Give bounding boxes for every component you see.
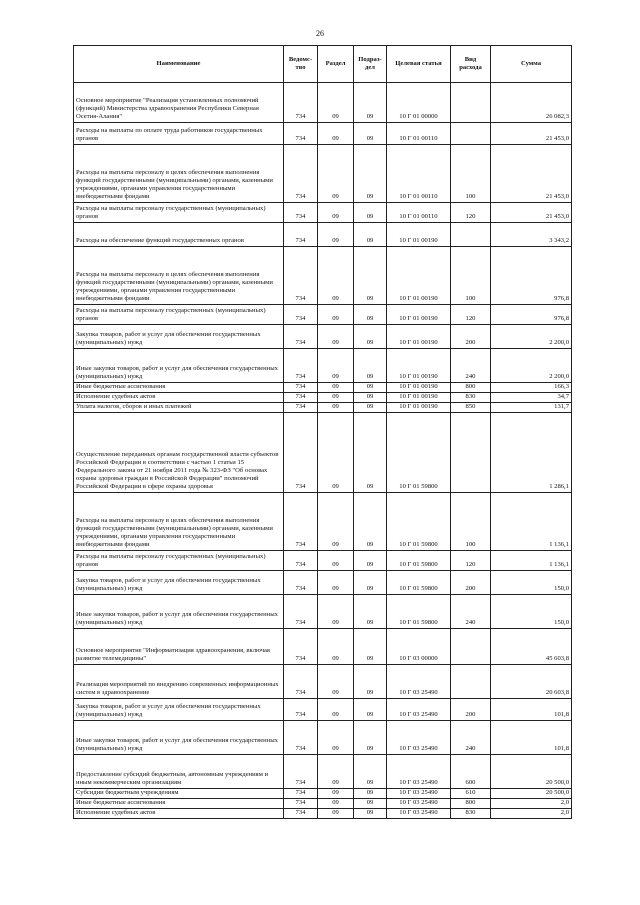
cell-subsection: 09 xyxy=(354,493,387,551)
cell-exptype: 120 xyxy=(451,203,491,223)
cell-target: 10 Г 03 25490 xyxy=(387,809,451,819)
cell-target: 10 Г 01 00000 xyxy=(387,83,451,123)
cell-exptype: 830 xyxy=(451,809,491,819)
cell-target: 10 Г 01 00190 xyxy=(387,393,451,403)
cell-dept: 734 xyxy=(284,247,318,305)
cell-sum: 20 603,8 xyxy=(491,665,572,699)
cell-exptype xyxy=(451,123,491,145)
cell-section: 09 xyxy=(318,595,354,629)
cell-target: 10 Г 01 00110 xyxy=(387,123,451,145)
cell-sum: 131,7 xyxy=(491,403,572,413)
table-row xyxy=(74,349,572,383)
cell-exptype: 240 xyxy=(451,595,491,629)
cell-sum: 21 453,0 xyxy=(491,123,572,145)
cell-dept: 734 xyxy=(284,325,318,349)
cell-sum: 1 286,1 xyxy=(491,413,572,493)
cell-target: 10 Г 01 00110 xyxy=(387,203,451,223)
cell-sum: 20 500,0 xyxy=(491,755,572,789)
cell-name: Субсидии бюджетным учреждениям xyxy=(74,789,284,799)
cell-target: 10 Г 01 59800 xyxy=(387,571,451,595)
table-row xyxy=(74,413,572,493)
table-header-row xyxy=(74,46,572,83)
table-row xyxy=(74,665,572,699)
table-row xyxy=(74,629,572,665)
table-row xyxy=(74,247,572,305)
cell-section: 09 xyxy=(318,383,354,393)
header-dept: Ведомс-тво xyxy=(284,46,318,83)
cell-target: 10 Г 01 00190 xyxy=(387,383,451,393)
cell-subsection: 09 xyxy=(354,809,387,819)
cell-name: Предоставление субсидий бюджетным, автономным учреждениям и иным некоммерческим организациям xyxy=(74,755,284,789)
cell-dept: 734 xyxy=(284,551,318,571)
cell-subsection: 09 xyxy=(354,665,387,699)
cell-exptype: 600 xyxy=(451,755,491,789)
cell-section: 09 xyxy=(318,571,354,595)
cell-subsection: 09 xyxy=(354,595,387,629)
table-row xyxy=(74,755,572,789)
table-row xyxy=(74,203,572,223)
cell-dept: 734 xyxy=(284,571,318,595)
cell-subsection: 09 xyxy=(354,383,387,393)
cell-sum: 1 136,1 xyxy=(491,551,572,571)
table-row xyxy=(74,699,572,721)
cell-section: 09 xyxy=(318,699,354,721)
cell-section: 09 xyxy=(318,413,354,493)
cell-dept: 734 xyxy=(284,203,318,223)
cell-sum: 21 453,0 xyxy=(491,145,572,203)
cell-target: 10 Г 03 25490 xyxy=(387,755,451,789)
cell-dept: 734 xyxy=(284,223,318,247)
cell-sum: 34,7 xyxy=(491,393,572,403)
cell-dept: 734 xyxy=(284,799,318,809)
table-row xyxy=(74,809,572,819)
cell-subsection: 09 xyxy=(354,203,387,223)
cell-subsection: 09 xyxy=(354,123,387,145)
cell-exptype: 200 xyxy=(451,571,491,595)
cell-name: Иные закупки товаров, работ и услуг для обеспечения государственных (муниципальных) нужд xyxy=(74,595,284,629)
cell-sum: 2 200,0 xyxy=(491,349,572,383)
cell-target: 10 Г 03 25490 xyxy=(387,789,451,799)
cell-dept: 734 xyxy=(284,383,318,393)
cell-target: 10 Г 03 25490 xyxy=(387,665,451,699)
table-row xyxy=(74,493,572,551)
page-number: 26 xyxy=(316,29,324,38)
cell-section: 09 xyxy=(318,305,354,325)
cell-section: 09 xyxy=(318,665,354,699)
cell-subsection: 09 xyxy=(354,789,387,799)
cell-subsection: 09 xyxy=(354,247,387,305)
table-row xyxy=(74,123,572,145)
header-name: Наименование xyxy=(74,46,284,83)
cell-target: 10 Г 03 25490 xyxy=(387,799,451,809)
cell-name: Расходы на выплаты персоналу в целях обеспечения выполнения функций государственными (муниципальными) органами, казенными учреждениями, органами управления государственными внебюджетными фондами xyxy=(74,145,284,203)
cell-dept: 734 xyxy=(284,403,318,413)
cell-section: 09 xyxy=(318,325,354,349)
table-row xyxy=(74,83,572,123)
cell-name: Исполнение судебных актов xyxy=(74,809,284,819)
cell-dept: 734 xyxy=(284,699,318,721)
cell-target: 10 Г 01 00190 xyxy=(387,223,451,247)
cell-dept: 734 xyxy=(284,493,318,551)
cell-target: 10 Г 01 00190 xyxy=(387,403,451,413)
cell-target: 10 Г 01 00110 xyxy=(387,145,451,203)
cell-subsection: 09 xyxy=(354,799,387,809)
cell-exptype xyxy=(451,223,491,247)
cell-section: 09 xyxy=(318,223,354,247)
cell-exptype: 240 xyxy=(451,349,491,383)
cell-section: 09 xyxy=(318,145,354,203)
cell-dept: 734 xyxy=(284,755,318,789)
table-row xyxy=(74,223,572,247)
cell-target: 10 Г 01 59800 xyxy=(387,493,451,551)
cell-exptype: 850 xyxy=(451,403,491,413)
table-row xyxy=(74,789,572,799)
table-row xyxy=(74,403,572,413)
cell-sum: 150,0 xyxy=(491,571,572,595)
cell-exptype: 200 xyxy=(451,699,491,721)
header-section: Раздел xyxy=(318,46,354,83)
cell-sum: 2,0 xyxy=(491,799,572,809)
cell-subsection: 09 xyxy=(354,699,387,721)
cell-name: Расходы на выплаты персоналу государственных (муниципальных) органов xyxy=(74,203,284,223)
cell-name: Осуществление переданных органам государственной власти субъектов Российской Федерации в соответствии с частью 1 статьи 15 Федерального закона от 21 ноября 2011 года № 323-ФЗ "Об основах охраны здоровья граждан в Российской Федерации" полномочий Российской Федерации в сфере охраны здоровья xyxy=(74,413,284,493)
cell-sum: 976,8 xyxy=(491,247,572,305)
cell-section: 09 xyxy=(318,493,354,551)
cell-section: 09 xyxy=(318,629,354,665)
cell-sum: 2,0 xyxy=(491,809,572,819)
cell-name: Иные бюджетные ассигнования xyxy=(74,799,284,809)
cell-sum: 976,8 xyxy=(491,305,572,325)
cell-target: 10 Г 03 25490 xyxy=(387,699,451,721)
cell-dept: 734 xyxy=(284,789,318,799)
table-row xyxy=(74,393,572,403)
cell-dept: 734 xyxy=(284,721,318,755)
cell-exptype: 120 xyxy=(451,305,491,325)
cell-exptype: 100 xyxy=(451,493,491,551)
cell-name: Расходы на выплаты персоналу в целях обеспечения выполнения функций государственными (муниципальными) органами, казенными учреждениями, органами управления государственными внебюджетными фондами xyxy=(74,493,284,551)
cell-subsection: 09 xyxy=(354,551,387,571)
cell-sum: 2 200,0 xyxy=(491,325,572,349)
cell-exptype: 610 xyxy=(451,789,491,799)
cell-section: 09 xyxy=(318,83,354,123)
cell-target: 10 Г 01 00190 xyxy=(387,247,451,305)
cell-exptype: 830 xyxy=(451,393,491,403)
cell-section: 09 xyxy=(318,349,354,383)
cell-name: Закупка товаров, работ и услуг для обеспечения государственных (муниципальных) нужд xyxy=(74,571,284,595)
cell-section: 09 xyxy=(318,755,354,789)
cell-subsection: 09 xyxy=(354,305,387,325)
cell-subsection: 09 xyxy=(354,349,387,383)
cell-dept: 734 xyxy=(284,665,318,699)
cell-subsection: 09 xyxy=(354,755,387,789)
cell-name: Расходы на выплаты персоналу в целях обеспечения выполнения функций государственными (муниципальными) органами, казенными учреждениями, органами управления государственными внебюджетными фондами xyxy=(74,247,284,305)
table-row xyxy=(74,551,572,571)
cell-section: 09 xyxy=(318,799,354,809)
cell-name: Расходы на выплаты персоналу государственных (муниципальных) органов xyxy=(74,305,284,325)
cell-name: Расходы на выплаты по оплате труда работников государственных органов xyxy=(74,123,284,145)
cell-exptype: 100 xyxy=(451,247,491,305)
cell-name: Закупка товаров, работ и услуг для обеспечения государственных (муниципальных) нужд xyxy=(74,699,284,721)
cell-sum: 45 603,8 xyxy=(491,629,572,665)
cell-section: 09 xyxy=(318,789,354,799)
cell-dept: 734 xyxy=(284,629,318,665)
cell-sum: 3 343,2 xyxy=(491,223,572,247)
table-row xyxy=(74,799,572,809)
cell-section: 09 xyxy=(318,809,354,819)
cell-exptype: 800 xyxy=(451,383,491,393)
cell-exptype: 240 xyxy=(451,721,491,755)
table-row xyxy=(74,571,572,595)
table-row xyxy=(74,721,572,755)
cell-dept: 734 xyxy=(284,809,318,819)
cell-sum: 20 500,0 xyxy=(491,789,572,799)
cell-dept: 734 xyxy=(284,393,318,403)
cell-name: Иные бюджетные ассигнования xyxy=(74,383,284,393)
cell-target: 10 Г 01 00190 xyxy=(387,349,451,383)
cell-subsection: 09 xyxy=(354,145,387,203)
cell-name: Уплата налогов, сборов и иных платежей xyxy=(74,403,284,413)
cell-sum: 21 453,0 xyxy=(491,203,572,223)
cell-name: Иные закупки товаров, работ и услуг для обеспечения государственных (муниципальных) нужд xyxy=(74,349,284,383)
cell-name: Расходы на выплаты персоналу государственных (муниципальных) органов xyxy=(74,551,284,571)
cell-dept: 734 xyxy=(284,349,318,383)
budget-table xyxy=(73,45,572,819)
cell-section: 09 xyxy=(318,393,354,403)
cell-exptype: 100 xyxy=(451,145,491,203)
cell-section: 09 xyxy=(318,247,354,305)
cell-target: 10 Г 01 59800 xyxy=(387,595,451,629)
cell-sum: 101,8 xyxy=(491,699,572,721)
cell-subsection: 09 xyxy=(354,413,387,493)
cell-name: Реализация мероприятий по внедрению современных информационных систем в здравоохранение xyxy=(74,665,284,699)
header-sum: Сумма xyxy=(491,46,572,83)
cell-dept: 734 xyxy=(284,595,318,629)
header-exptype: Вид расхода xyxy=(451,46,491,83)
cell-section: 09 xyxy=(318,123,354,145)
cell-sum: 101,8 xyxy=(491,721,572,755)
cell-subsection: 09 xyxy=(354,325,387,349)
cell-section: 09 xyxy=(318,721,354,755)
cell-section: 09 xyxy=(318,403,354,413)
cell-name: Основное мероприятие "Информатизация здравоохранения, включая развитие телемедицины" xyxy=(74,629,284,665)
cell-exptype xyxy=(451,629,491,665)
cell-section: 09 xyxy=(318,551,354,571)
cell-subsection: 09 xyxy=(354,721,387,755)
header-subsection: Подраз-дел xyxy=(354,46,387,83)
cell-dept: 734 xyxy=(284,305,318,325)
cell-subsection: 09 xyxy=(354,393,387,403)
cell-dept: 734 xyxy=(284,83,318,123)
cell-exptype: 120 xyxy=(451,551,491,571)
cell-exptype xyxy=(451,83,491,123)
cell-dept: 734 xyxy=(284,123,318,145)
cell-subsection: 09 xyxy=(354,403,387,413)
header-target: Целевая статья xyxy=(387,46,451,83)
cell-exptype xyxy=(451,413,491,493)
cell-target: 10 Г 01 00190 xyxy=(387,325,451,349)
cell-name: Иные закупки товаров, работ и услуг для обеспечения государственных (муниципальных) нужд xyxy=(74,721,284,755)
table-row xyxy=(74,383,572,393)
cell-exptype: 800 xyxy=(451,799,491,809)
cell-section: 09 xyxy=(318,203,354,223)
cell-target: 10 Г 01 59800 xyxy=(387,551,451,571)
cell-subsection: 09 xyxy=(354,629,387,665)
table-row xyxy=(74,145,572,203)
table-row xyxy=(74,595,572,629)
cell-subsection: 09 xyxy=(354,571,387,595)
cell-sum: 1 136,1 xyxy=(491,493,572,551)
cell-dept: 734 xyxy=(284,413,318,493)
cell-target: 10 Г 03 25490 xyxy=(387,721,451,755)
cell-exptype xyxy=(451,665,491,699)
cell-target: 10 Г 03 00000 xyxy=(387,629,451,665)
cell-subsection: 09 xyxy=(354,83,387,123)
cell-name: Закупка товаров, работ и услуг для обеспечения государственных (муниципальных) нужд xyxy=(74,325,284,349)
cell-name: Основное мероприятие "Реализация установленных полномочий (функций) Министерства здравоохранения Республики Северная Осетия-Алания" xyxy=(74,83,284,123)
cell-target: 10 Г 01 00190 xyxy=(387,305,451,325)
cell-name: Расходы на обеспечение функций государственных органов xyxy=(74,223,284,247)
cell-subsection: 09 xyxy=(354,223,387,247)
cell-name: Исполнение судебных актов xyxy=(74,393,284,403)
cell-sum: 150,0 xyxy=(491,595,572,629)
cell-dept: 734 xyxy=(284,145,318,203)
table-row xyxy=(74,305,572,325)
cell-sum: 26 082,3 xyxy=(491,83,572,123)
table-row xyxy=(74,325,572,349)
cell-exptype: 200 xyxy=(451,325,491,349)
cell-sum: 166,3 xyxy=(491,383,572,393)
cell-target: 10 Г 01 59800 xyxy=(387,413,451,493)
